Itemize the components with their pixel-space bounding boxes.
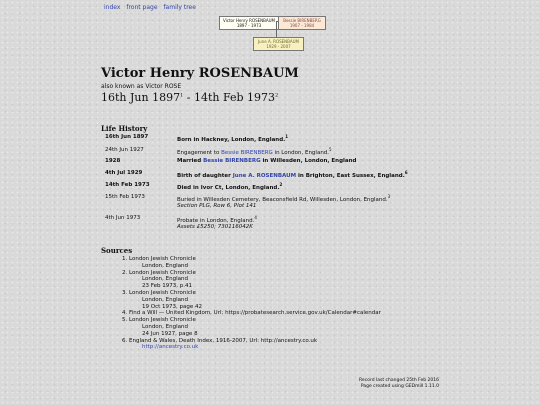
footnote-ref[interactable]: 5	[329, 147, 332, 152]
event-text	[177, 215, 442, 230]
footnote-ref[interactable]: 2	[279, 182, 283, 187]
event-text	[177, 158, 442, 164]
event-date: 15th Feb 1973	[105, 194, 145, 200]
event-description: Married	[177, 158, 204, 164]
source-number: 1.	[122, 256, 129, 262]
tree-spouse-name: Bessie BIRENBERG	[283, 18, 321, 23]
source-title: London Jewish Chronicle	[129, 289, 196, 296]
event-text	[177, 170, 442, 179]
event-note: Assets £5250; 730116042K	[177, 223, 253, 230]
event-text	[177, 194, 442, 209]
footnote-ref[interactable]: 4	[254, 215, 257, 220]
sources-list	[122, 256, 442, 351]
tree-self-name: Victor Henry ROSENBAUM	[222, 18, 276, 23]
source-detail: 23 Feb 1973, p.41	[142, 283, 192, 290]
tree-box-child[interactable]	[253, 37, 304, 51]
source-item	[122, 317, 442, 337]
footer-last-changed: Record last changed 25th Feb 2016	[359, 378, 439, 383]
footer-created-by: Page created using GEDmill 1.11.0	[360, 383, 439, 389]
source-number: 6.	[122, 337, 129, 344]
source-item	[122, 270, 442, 290]
tree-box-spouse[interactable]	[278, 16, 326, 30]
source-detail: London, England	[142, 296, 188, 303]
family-tree-link[interactable]: family tree	[163, 4, 196, 11]
person-link[interactable]: Bessie BIRENBERG	[221, 149, 273, 156]
birth-date: 16th Jun 1897	[101, 91, 181, 104]
top-nav	[104, 4, 200, 11]
death-ref[interactable]: 2	[275, 92, 279, 99]
person-dates	[101, 91, 441, 104]
source-item	[122, 290, 442, 310]
event-description: in London, England.	[272, 149, 330, 156]
person-name: Victor Henry ROSENBAUM	[101, 66, 299, 81]
footnote-ref[interactable]: 6	[404, 170, 408, 175]
person-aka: also known as Victor ROSE	[101, 83, 182, 90]
person-link[interactable]: June A. ROSENBAUM	[232, 172, 297, 179]
life-history-heading: Life History	[101, 124, 148, 133]
death-date: 14th Feb 1973	[193, 91, 276, 104]
event-date: 4th Jun 1973	[105, 215, 141, 221]
event-date: 4th Jul 1929	[105, 170, 143, 176]
birth-ref[interactable]: 1	[180, 92, 184, 99]
event-description: Engagement to	[177, 149, 222, 156]
front-page-link[interactable]: front page	[126, 4, 158, 11]
source-detail: London, England	[142, 276, 188, 283]
source-detail: 19 Oct 1973, page 42	[142, 303, 202, 310]
event-date: 1928	[105, 158, 121, 164]
event-description: Buried in Willesden Cemetery, Beaconsfield Rd, Willesden, London, England.	[177, 196, 388, 203]
source-number: 5.	[122, 317, 129, 324]
source-title: London Jewish Chronicle	[129, 317, 196, 324]
event-description: Birth of daughter	[177, 172, 233, 179]
source-item	[122, 256, 442, 270]
tree-connector	[276, 21, 277, 37]
footnote-ref[interactable]: 3	[387, 194, 391, 199]
source-number: 2.	[122, 269, 129, 276]
event-date: 16th Jun 1897	[105, 134, 149, 140]
source-item	[122, 310, 442, 317]
date-separator: -	[183, 91, 194, 104]
source-title: England & Wales, Death Index, 1916-2007, Url: http://ancestry.co.uk	[129, 337, 318, 344]
tree-child-name: June A. ROSENBAUM	[257, 39, 300, 44]
source-title: London Jewish Chronicle	[129, 269, 196, 276]
event-date: 14th Feb 1973	[105, 182, 150, 188]
sources-heading: Sources	[101, 246, 133, 255]
source-detail: 24 Jun 1927, page 8	[142, 330, 198, 337]
source-number: 4.	[122, 310, 129, 317]
index-link[interactable]: index	[104, 4, 121, 11]
event-description: Probate in London, England.	[177, 217, 255, 224]
person-header	[101, 66, 441, 104]
event-text	[177, 134, 442, 143]
source-title: Find a Will — United Kingdom, Url: https://probatesearch.service.gov.uk/Calendar#calendar	[129, 310, 381, 317]
event-text	[177, 182, 442, 191]
page-footer	[359, 378, 439, 389]
tree-spouse-years: 1907 - 1984	[289, 23, 315, 28]
source-item	[122, 338, 442, 352]
source-number: 3.	[122, 289, 129, 296]
tree-self-years: 1897 - 1973	[236, 23, 262, 28]
tree-box-self[interactable]	[219, 16, 279, 30]
tree-child-years: 1929 - 2007	[266, 44, 291, 49]
footnote-ref[interactable]: 1	[285, 134, 289, 139]
event-text	[177, 147, 442, 156]
event-date: 24th Jun 1927	[105, 147, 144, 153]
source-detail: London, England	[142, 323, 188, 330]
source-detail: London, England	[142, 262, 188, 269]
person-link[interactable]: Bessie BIRENBERG	[203, 158, 261, 164]
event-note: Section PLG, Row 6, Plot 141	[177, 202, 257, 209]
event-description: Died in Ivor Ct, London, England.	[177, 184, 280, 191]
source-link[interactable]: http://ancestry.co.uk	[142, 344, 199, 351]
source-title: London Jewish Chronicle	[129, 256, 196, 262]
event-description: in Brighton, East Sussex, England.	[296, 172, 405, 179]
event-description: Born in Hackney, London, England.	[177, 136, 286, 143]
event-description: in Willesden, London, England	[260, 158, 357, 164]
